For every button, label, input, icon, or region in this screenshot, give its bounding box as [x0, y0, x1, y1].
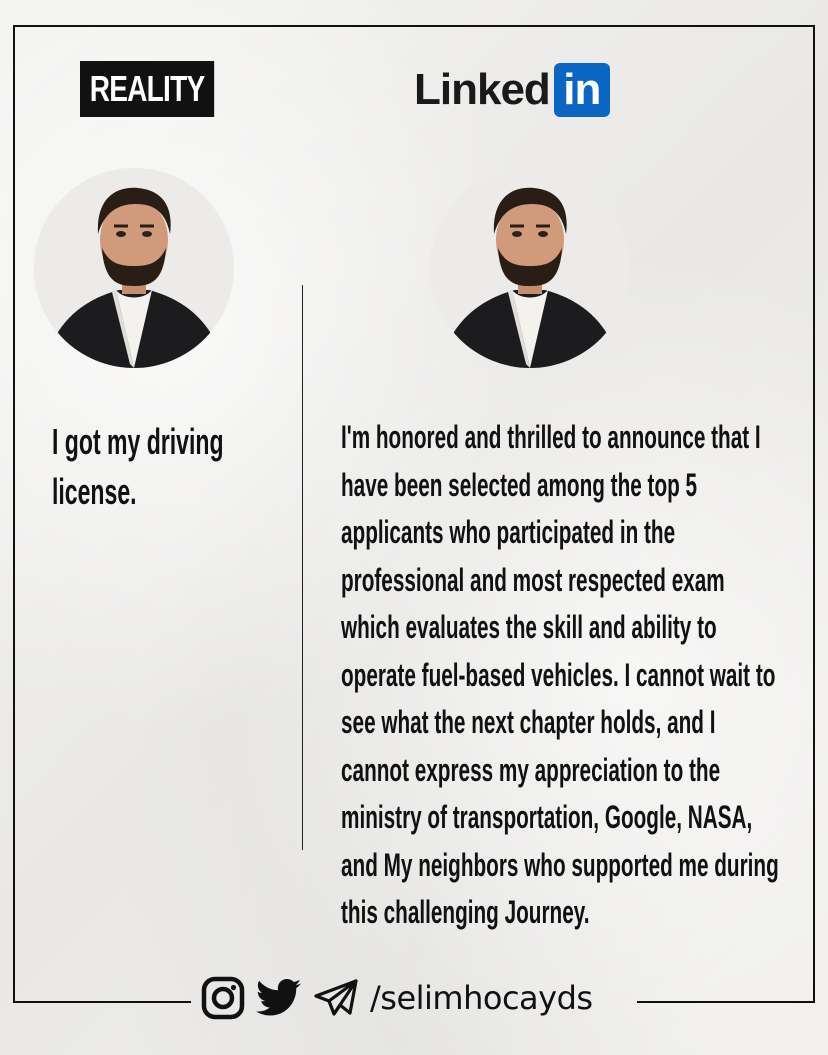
- twitter-icon[interactable]: [254, 977, 304, 1019]
- frame-right-border: [813, 25, 815, 1003]
- portrait-reality: [34, 168, 234, 368]
- frame-left-border: [13, 25, 15, 1003]
- linkedin-logo: [414, 62, 610, 117]
- telegram-icon[interactable]: [312, 977, 360, 1019]
- frame-bottom-left-border: [13, 1001, 191, 1003]
- frame-bottom-right-border: [637, 1001, 815, 1003]
- linkedin-logo-word: Linked: [414, 64, 550, 114]
- social-handle[interactable]: /selimhocayds: [370, 979, 593, 1017]
- portrait-linkedin: [430, 168, 630, 368]
- reality-label: REALITY: [80, 61, 214, 117]
- column-divider: [302, 285, 303, 850]
- reality-caption: I got my driving license.: [52, 421, 224, 512]
- linkedin-logo-box: in: [554, 63, 610, 117]
- instagram-icon[interactable]: [200, 975, 246, 1021]
- frame-top-border: [13, 25, 815, 27]
- social-footer: [200, 972, 630, 1024]
- linkedin-caption: I'm honored and thrilled to announce that I have been selected among the top 5 applicants who participated in the professional and most respected exam which evaluates the skill and ability to operate fuel-based vehicles. I cannot wait to see what the next chapter holds, and I cannot express my appreciation to the ministry of transportation, Google, NASA, and My neighbors who supported me during this challenging Journey.: [341, 419, 779, 930]
